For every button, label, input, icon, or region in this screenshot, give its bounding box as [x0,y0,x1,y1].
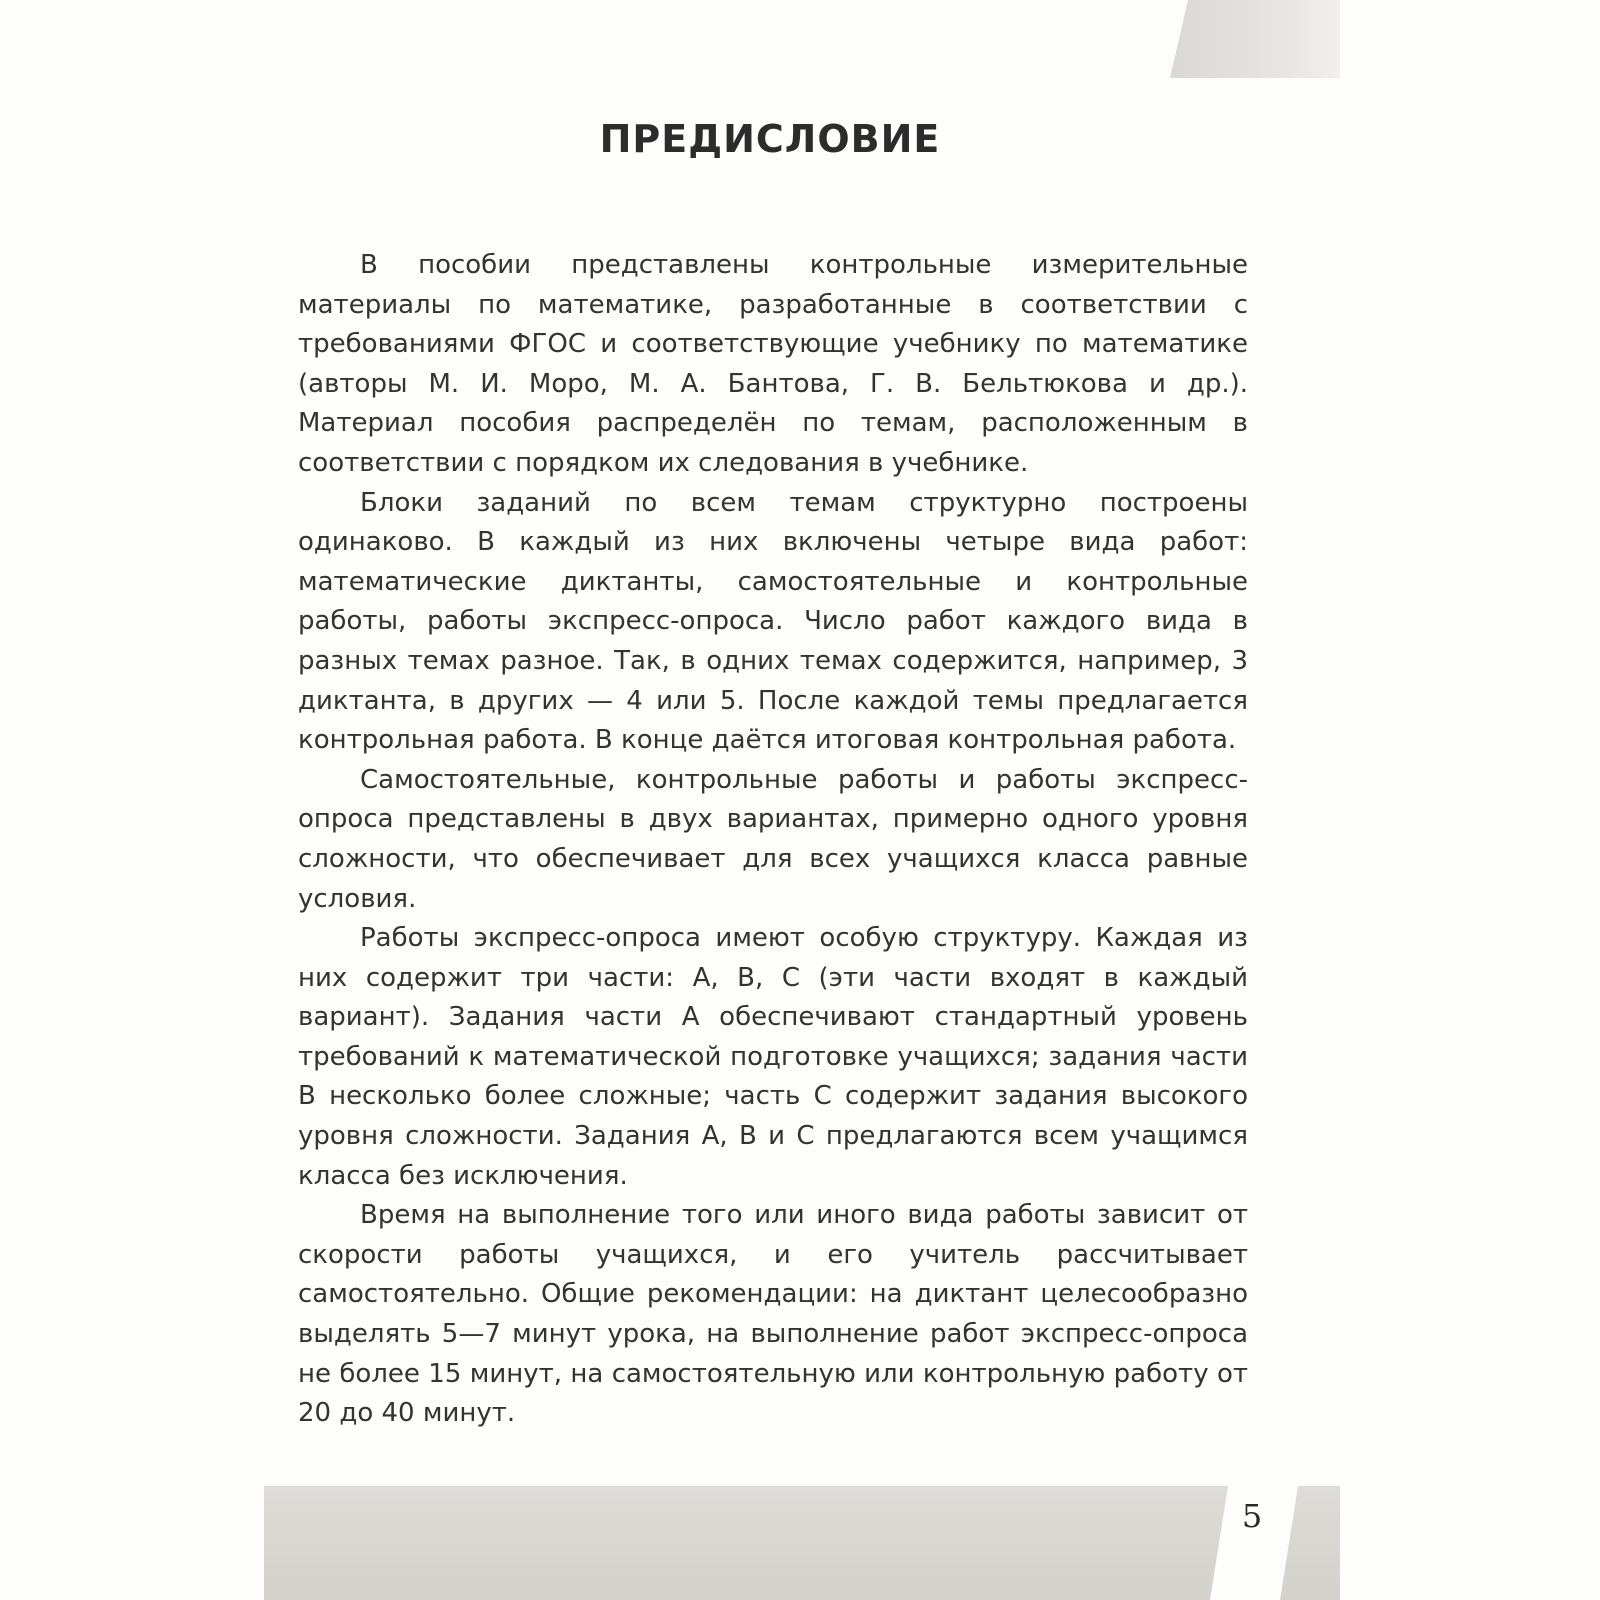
footer-band-decoration [264,1486,1340,1600]
corner-tab-decoration [1170,0,1340,78]
paragraph: Блоки заданий по всем темам структурно построены одинаково. В каждый из них включены четыре вида работ: математические диктанты, самостоятельные и контрольные работы, работы экспресс-опроса. Число работ каждого вида в разных темах разное. Так, в одних темах содержится, например, 3 диктанта, в других — 4 или 5. После каждой темы предлагается контрольная работа. В конце даётся итоговая контрольная работа. [298,487,1248,756]
page-number: 5 [1241,1497,1263,1535]
paragraph: Работы экспресс-опроса имеют особую структуру. Каждая из них содержит три части: А, В, С (эти части входят в каждый вариант). Задания части А обеспечивают стандартный уровень требований к математической подготовке учащихся; задания части В несколько более сложные; часть С содержит задания высокого уровня сложности. Задания А, В и С предлагаются всем учащимся класса без исключения. [298,923,1248,1191]
body-text [298,246,1248,1434]
paragraph: Самостоятельные, контрольные работы и работы экспресс-опроса представлены в двух вариантах, примерно одного уровня сложности, что обеспечивает для всех учащихся класса равные условия. [298,764,1248,914]
paragraph: Время на выполнение того или иного вида работы зависит от скорости работы учащихся, и его учитель рассчитывает самостоятельно. Общие рекомендации: на диктант целесообразно выделять 5—7 минут урока, на выполнение работ экспресс-опроса не более 15 минут, на самостоятельную или контрольную работу от 20 до 40 минут. [298,1200,1248,1429]
page-title: ПРЕДИСЛОВИЕ [599,117,941,162]
paragraph: В пособии представлены контрольные измерительные материалы по математике, разработанные в соответствии с требованиями ФГОС и соответствующие учебнику по математике (авторы М. И. Моро, М. А. Бантова, Г. В. Бельтюкова и др.). Материал пособия распределён по темам, расположенным в соответствии с порядком их следования в учебнике. [298,250,1248,478]
